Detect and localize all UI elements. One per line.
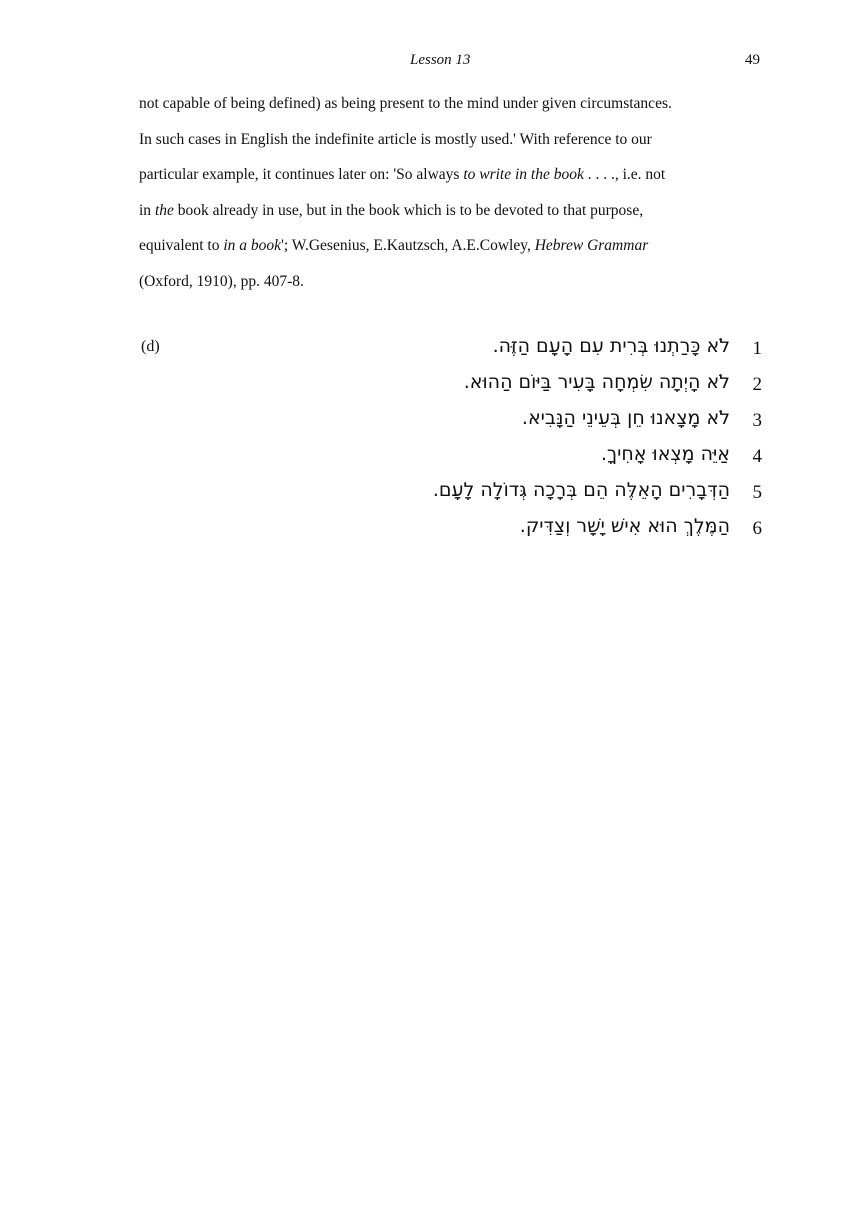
text-run: in	[139, 201, 155, 219]
book-title: Hebrew Grammar	[534, 237, 649, 254]
text-run: . . . ., i.e. not	[583, 166, 666, 183]
text-run: book already in use, but in the book which is to be devoted to that purpose,	[173, 201, 644, 219]
exercise-label: (d)	[141, 338, 160, 355]
hebrew-sentence: לֹא הָיְתָה שִׂמְחָה בָּעִיר בַּיּוֹם הַהוּא.	[463, 371, 730, 393]
exercise-item	[400, 370, 764, 406]
text-run: particular example, it continues later on: 'So always	[139, 166, 464, 183]
running-head: Lesson 13	[410, 52, 471, 68]
exercise-item	[400, 334, 764, 370]
text-run: (Oxford, 1910), pp. 407-8.	[139, 272, 304, 290]
item-number: 5	[752, 482, 762, 503]
exercise-item	[400, 442, 764, 478]
item-number: 3	[752, 410, 762, 431]
page-number: 49	[745, 52, 760, 68]
text-run: '; W.Gesenius, E.Kautzsch, A.E.Cowley,	[281, 237, 535, 254]
body-line	[139, 193, 779, 229]
body-paragraph	[139, 86, 779, 299]
item-number: 4	[752, 446, 762, 467]
italic-phrase: in a book	[223, 237, 282, 254]
text-run: not capable of being defined) as being present to the mind under given circumstances.	[139, 95, 672, 112]
body-line	[139, 122, 779, 158]
exercise-item	[400, 478, 764, 514]
body-line	[139, 86, 779, 122]
item-number: 2	[752, 374, 762, 395]
body-line	[139, 228, 779, 264]
text-run: In such cases in English the indefinite article is mostly used.' With reference to our	[139, 130, 652, 148]
page-header	[0, 52, 861, 72]
body-line	[139, 157, 779, 193]
italic-phrase: to write in the book	[463, 166, 584, 183]
exercise-item	[400, 406, 764, 442]
italic-phrase: the	[154, 201, 174, 219]
item-number: 6	[752, 518, 762, 539]
hebrew-sentence: לֹא כָּרַתְנוּ בְּרִית עִם הָעָם הַזֶּה.	[492, 335, 730, 357]
hebrew-sentence: הַדְּבָרִים הָאֵלֶּה הֵם בְּרָכָה גְּדוֹלָה לָעָם.	[432, 479, 730, 501]
hebrew-sentence: לֹא מָצָאנוּ חֵן בְּעֵינֵי הַנָּבִיא.	[521, 407, 730, 429]
hebrew-sentence: אַיֵּה מָצְאוּ אָחִיךָ.	[600, 443, 730, 465]
text-run: equivalent to	[139, 237, 224, 254]
exercise-list	[400, 334, 764, 550]
hebrew-sentence: הַמֶּלֶךְ הוּא אִישׁ יָשָׁר וְצַדִּיק.	[519, 515, 730, 537]
exercise-item	[400, 514, 764, 550]
item-number: 1	[752, 338, 762, 359]
body-line	[139, 264, 779, 300]
